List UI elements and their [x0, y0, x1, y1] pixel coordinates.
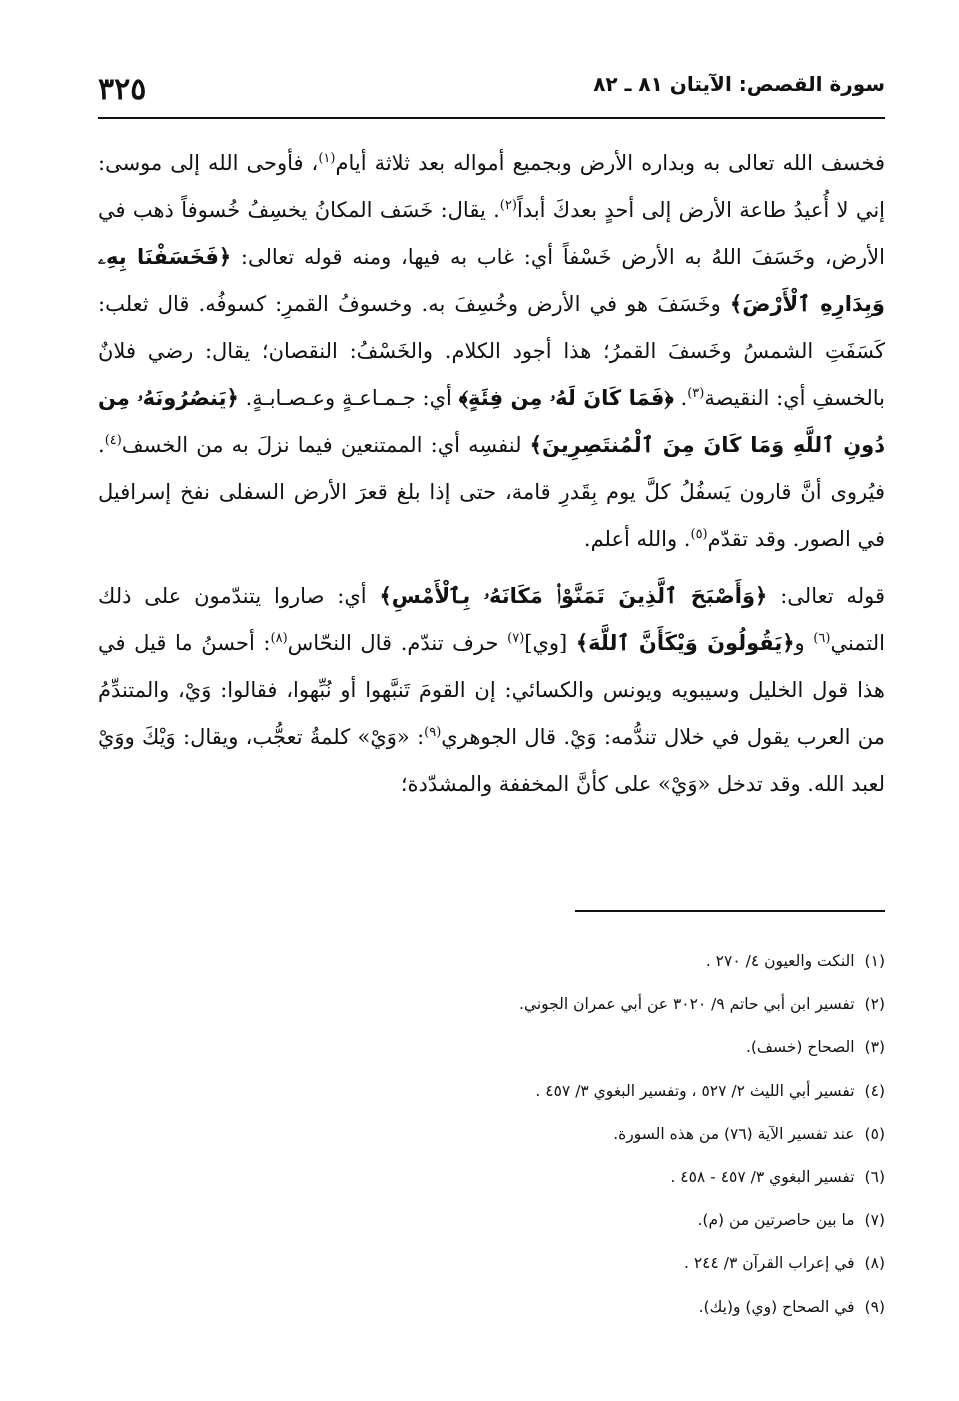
footnote-ref: (٦) — [813, 631, 831, 646]
text-segment: : أحسنُ ما قيل في هذا قول الخليل وسيبويه ويونس والكسائي: إن القومَ تَنبَّهوا أو نُبِّهوا، فقالوا: وَيْ، والمتندِّمُ من العرب يقول في خلال تندُّمه: وَيْ. قال الجوهري — [98, 631, 885, 749]
footnote-ref: (٥) — [690, 527, 708, 542]
footnote-item — [98, 1199, 885, 1242]
quran-verse: ﴿فَخَسَفْنَا بِهِۦ وَبِدَارِهِ ٱلْأَرْضَ﴾ — [98, 245, 885, 316]
footnote-separator — [575, 910, 885, 912]
footnote-text: عند تفسير الآية (٧٦) من هذه السورة. — [613, 1124, 855, 1143]
footnotes — [98, 940, 885, 1329]
text-segment: ، فأوحى الله إلى موسى: إني لا أُعيدُ طاعة الأرض إلى أحدٍ بعدكَ أبداً — [98, 151, 886, 222]
footnote-number: (٣) — [864, 1038, 885, 1057]
page-header — [98, 64, 885, 114]
text-segment: . والله أعلم. — [583, 527, 691, 551]
footnote-number: (٥) — [864, 1124, 885, 1143]
footnote-text: الصحاح (خسف). — [745, 1038, 855, 1057]
quran-verse: ﴿يَنصُرُونَهُۥ مِن دُونِ ٱللَّهِ وَمَا كَانَ مِنَ ٱلْمُنتَصِرِينَ﴾ — [98, 386, 885, 457]
text-segment: فخسف الله تعالى به وبداره الأرض وبجميع أمواله بعد ثلاثة أيام — [335, 151, 885, 175]
footnote-item — [98, 940, 885, 983]
text-segment: أي: جـمـاعـةٍ وعـصـابـةٍ. — [238, 386, 459, 410]
footnote-ref: (٤) — [104, 433, 122, 448]
footnote-text: النكت والعيون ٤/ ٢٧٠ . — [705, 952, 855, 970]
footnote-number: (٨) — [864, 1254, 885, 1273]
footnote-text: في إعراب القرآن ٣/ ٢٤٤ . — [683, 1254, 855, 1273]
footnote-number: (٤) — [864, 1081, 885, 1100]
footnote-item — [98, 1026, 885, 1069]
footnote-text: ما بين حاصرتين من (م). — [697, 1211, 855, 1230]
text-segment: قوله تعالى: — [767, 584, 885, 608]
paragraph-2 — [98, 573, 885, 808]
footnote-number: (٢) — [864, 995, 885, 1014]
footnote-item — [98, 1156, 885, 1199]
footnote-number: (٦) — [864, 1167, 885, 1186]
quran-verse: ﴿وَأَصْبَحَ ٱلَّذِينَ تَمَنَّوْا۟ مَكَانَهُۥ بِٱلْأَمْسِ﴾ — [379, 584, 768, 608]
footnote-item — [98, 1113, 885, 1156]
text-segment: أي: صاروا يتندّمون على ذلك التمني — [98, 584, 885, 655]
footnote-number: (٧) — [864, 1211, 885, 1230]
page-number: ٣٢٥ — [98, 72, 147, 107]
text-segment: لنفسِه أي: الممتنعين فيما نزلَ به من الخسف — [121, 433, 530, 457]
paragraph-1 — [98, 140, 885, 563]
footnote-ref: (٣) — [687, 386, 705, 401]
footnote-ref: (١) — [318, 151, 336, 166]
footnote-text: تفسير أبي الليث ٢/ ٥٢٧ ، وتفسير البغوي ٣/ ٤٥٧ . — [535, 1081, 855, 1100]
footnote-item — [98, 1242, 885, 1285]
text-segment: حرف تندّم. قال النحّاس — [287, 631, 508, 655]
text-segment: وخَسَفَ هو في الأرض وخُسِفَ به. وخسوفُ القمرِ: كسوفُه. قال ثعلب: كَسَفَتِ الشمسُ وخَسفَ القمرُ؛ هذا أجود الكلام. والخَسْفُ: النقصان؛ يقال: رضي فلانٌ بالخسفِ أي: النقيصة — [98, 292, 885, 410]
footnote-text: تفسير البغوي ٣/ ٤٥٧ - ٤٥٨ . — [670, 1167, 855, 1186]
footnote-item — [98, 983, 885, 1026]
footnote-ref: (٩) — [424, 725, 442, 740]
footnote-ref: (٧) — [507, 631, 525, 646]
footnote-item — [98, 1070, 885, 1113]
quran-verse: ﴿يَقُولُونَ وَيْكَأَنَّ ٱللَّهَ﴾ — [575, 631, 795, 655]
text-segment: . — [673, 386, 688, 410]
footnote-ref: (٢) — [499, 198, 517, 213]
footnote-number: (١) — [864, 952, 885, 970]
text-segment: . فيُروى أنَّ قارون يَسفُلُ كلَّ يوم بِقَدرِ قامة، حتى إذا بلغ قعرَ الأرض السفلى نفخ إسرافيل في الصور. وقد تقدّم — [98, 433, 885, 551]
running-title: سورة القصص: الآيتان ٨١ ـ ٨٢ — [593, 72, 885, 96]
main-text — [98, 140, 885, 808]
footnote-text: في الصحاح (وي) و(يك). — [698, 1297, 855, 1316]
footnote-text: تفسير ابن أبي حاتم ٩/ ٣٠٢٠ عن أبي عمران الجوني. — [518, 995, 855, 1014]
text-segment: . يقال: خَسَف المكانُ يخسِفُ خُسوفاً ذهب في الأرض، وخَسَفَ اللهُ به الأرض خَسْفاً أي: غاب به فيها، ومنه قوله تعالى: — [98, 198, 885, 269]
header-rule — [98, 117, 885, 119]
footnote-item — [98, 1286, 885, 1329]
footnote-ref: (٨) — [270, 631, 288, 646]
quran-verse: ﴿فَمَا كَانَ لَهُۥ مِن فِئَةٍ﴾ — [458, 386, 674, 410]
text-segment: [وي] — [524, 631, 576, 655]
text-segment: و — [794, 631, 814, 655]
footnote-number: (٩) — [864, 1297, 885, 1316]
text-segment: : «وَيْ» كلمةُ تعجُّب، ويقال: وَيْكَ ووَيْ لعبد الله. وقد تدخل «وَيْ» على كأنَّ المخففة والمشدّدة؛ — [98, 725, 885, 796]
